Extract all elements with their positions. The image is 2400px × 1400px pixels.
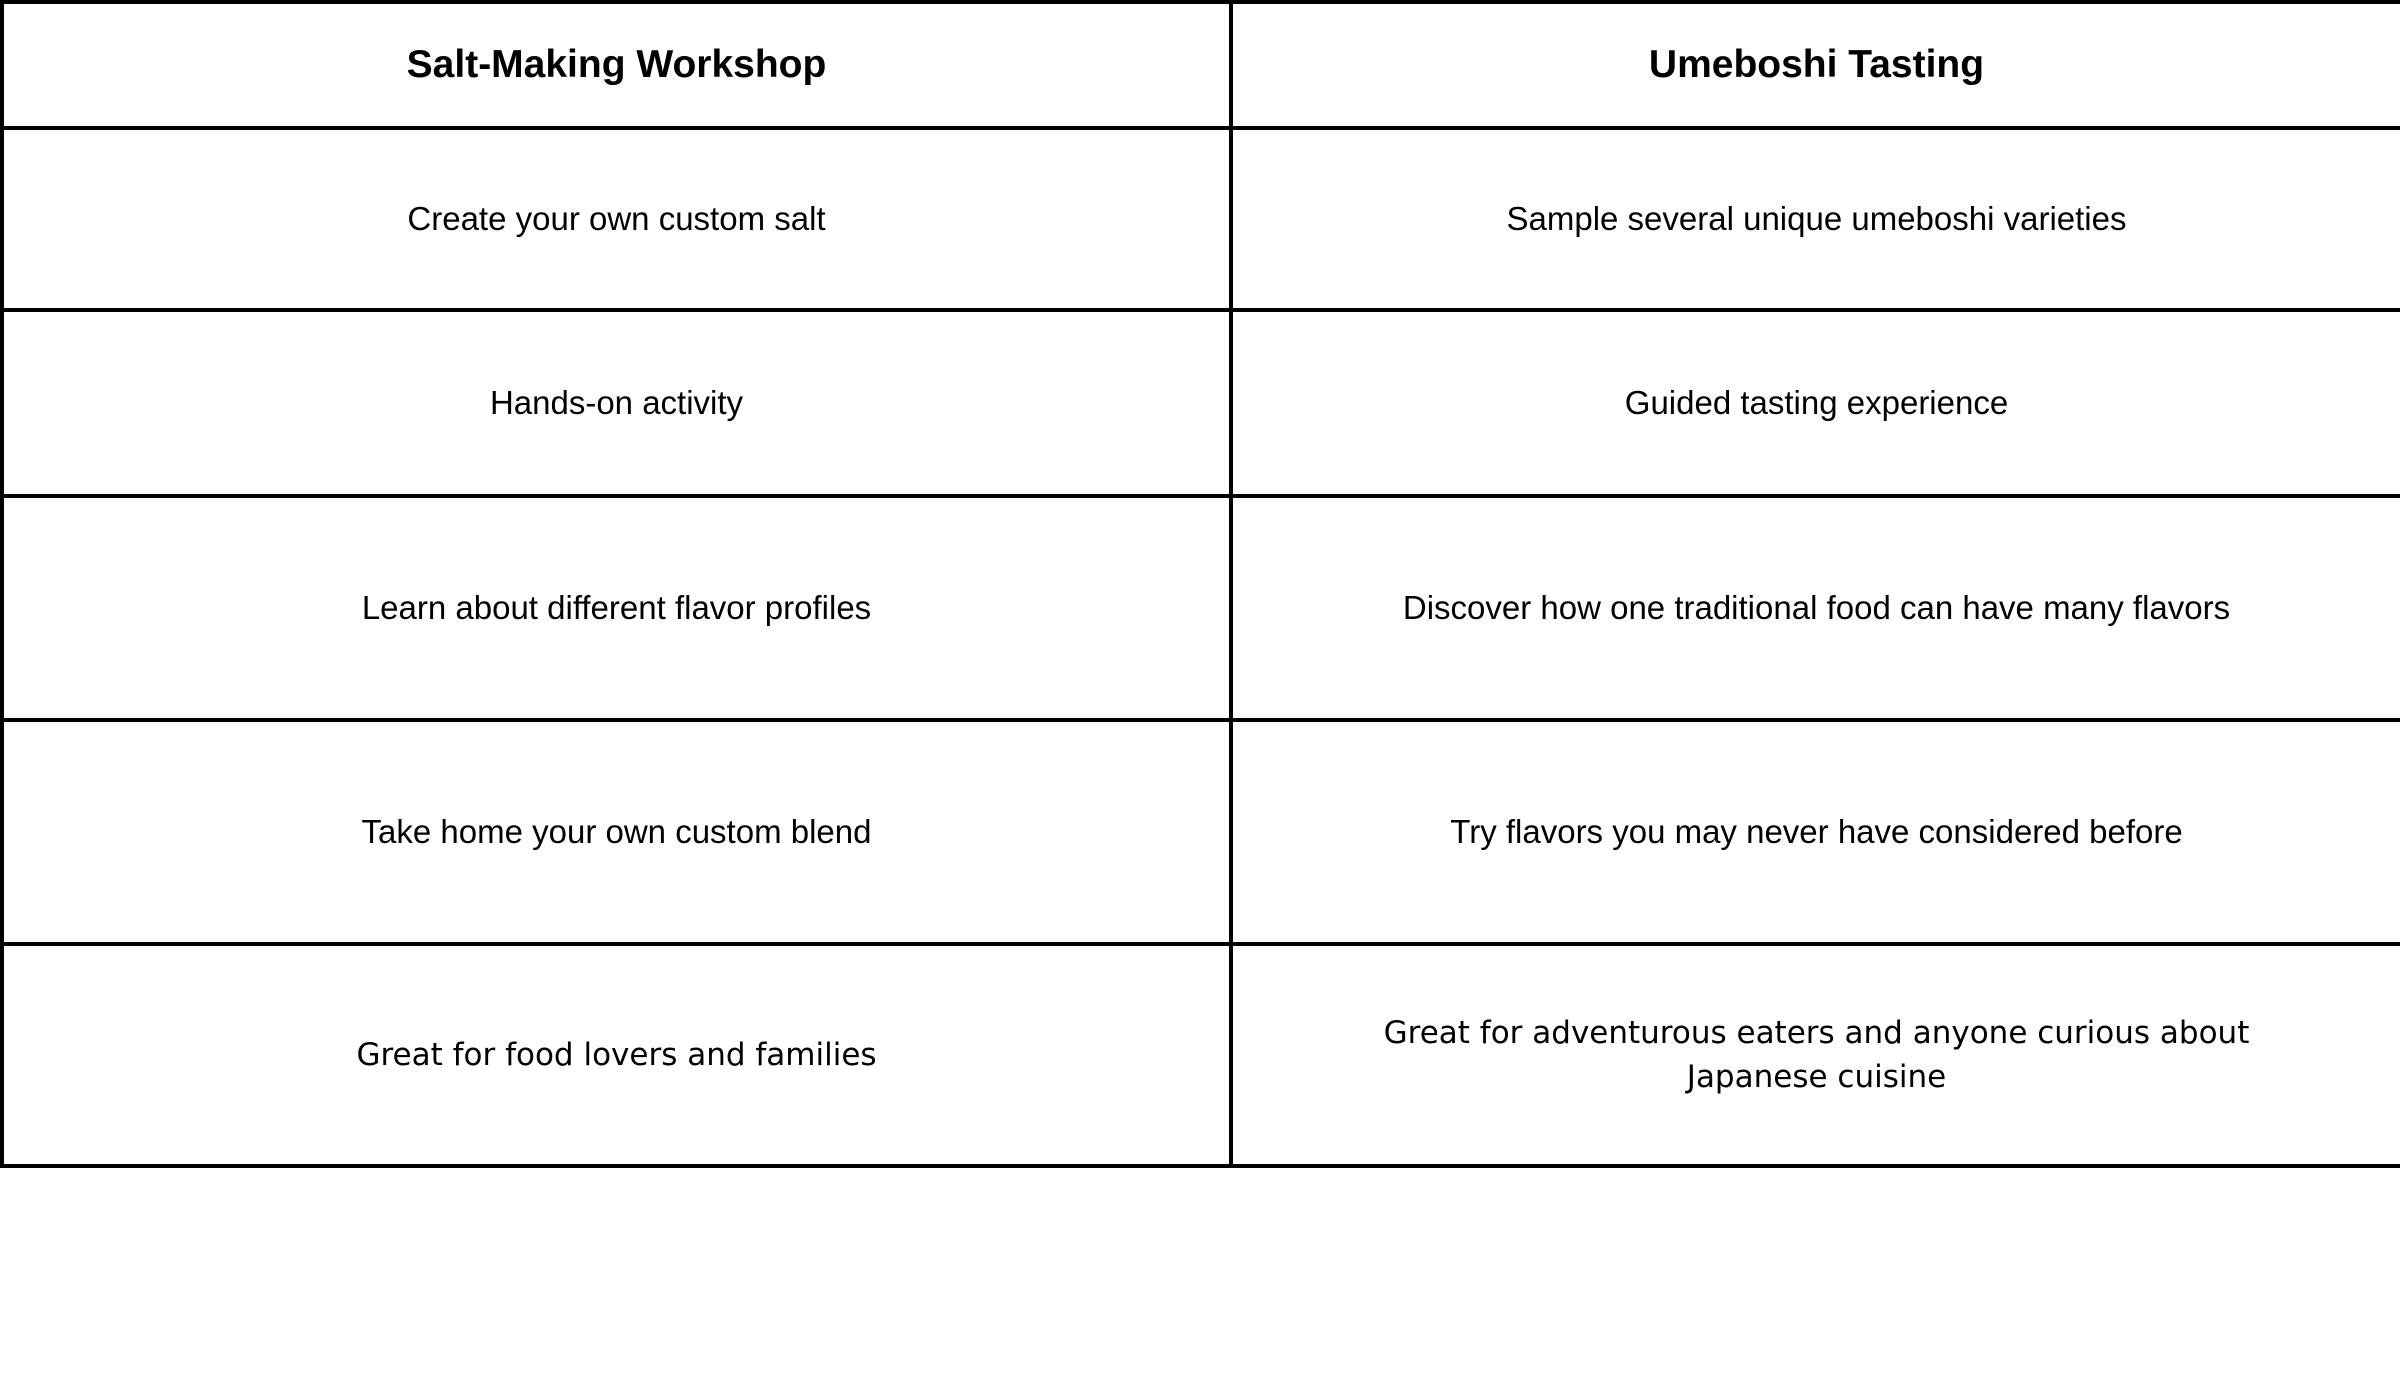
table-row: [2, 128, 2400, 310]
cell-text: Create your own custom salt: [407, 200, 826, 237]
table-cell: [1231, 720, 2400, 944]
cell-text: Hands-on activity: [489, 384, 744, 421]
table-cell: [1231, 128, 2400, 310]
table-cell: [1231, 496, 2400, 720]
header-row: [2, 2, 2400, 128]
table-row: [2, 496, 2400, 720]
table-row: [2, 944, 2400, 1166]
table-row: [2, 310, 2400, 496]
cell-text: Take home your own custom blend: [361, 813, 872, 850]
table-cell: [1231, 310, 2400, 496]
table-body: [2, 128, 2400, 1166]
table-cell: [2, 310, 1231, 496]
table-cell: [1231, 944, 2400, 1166]
cell-text: Discover how one traditional food can have many flavors: [1402, 589, 2231, 626]
cell-text: Try flavors you may never have considered before: [1450, 813, 2183, 850]
table-cell: [2, 496, 1231, 720]
table-header: [2, 2, 2400, 128]
header-salt-making-workshop: Salt-Making Workshop: [2, 2, 1231, 128]
cell-text: Learn about different flavor profiles: [361, 589, 872, 626]
cell-text: Guided tasting experience: [1624, 384, 2009, 421]
cell-text: Great for food lovers and families: [356, 1037, 877, 1073]
table-cell: [2, 720, 1231, 944]
table-cell: [2, 944, 1231, 1166]
table-cell: [2, 128, 1231, 310]
cell-text: Sample several unique umeboshi varieties: [1506, 200, 2127, 237]
cell-text: Great for adventurous eaters and anyone curious about Japanese cuisine: [1383, 1015, 2250, 1095]
header-umeboshi-tasting: Umeboshi Tasting: [1231, 2, 2400, 128]
table-row: [2, 720, 2400, 944]
